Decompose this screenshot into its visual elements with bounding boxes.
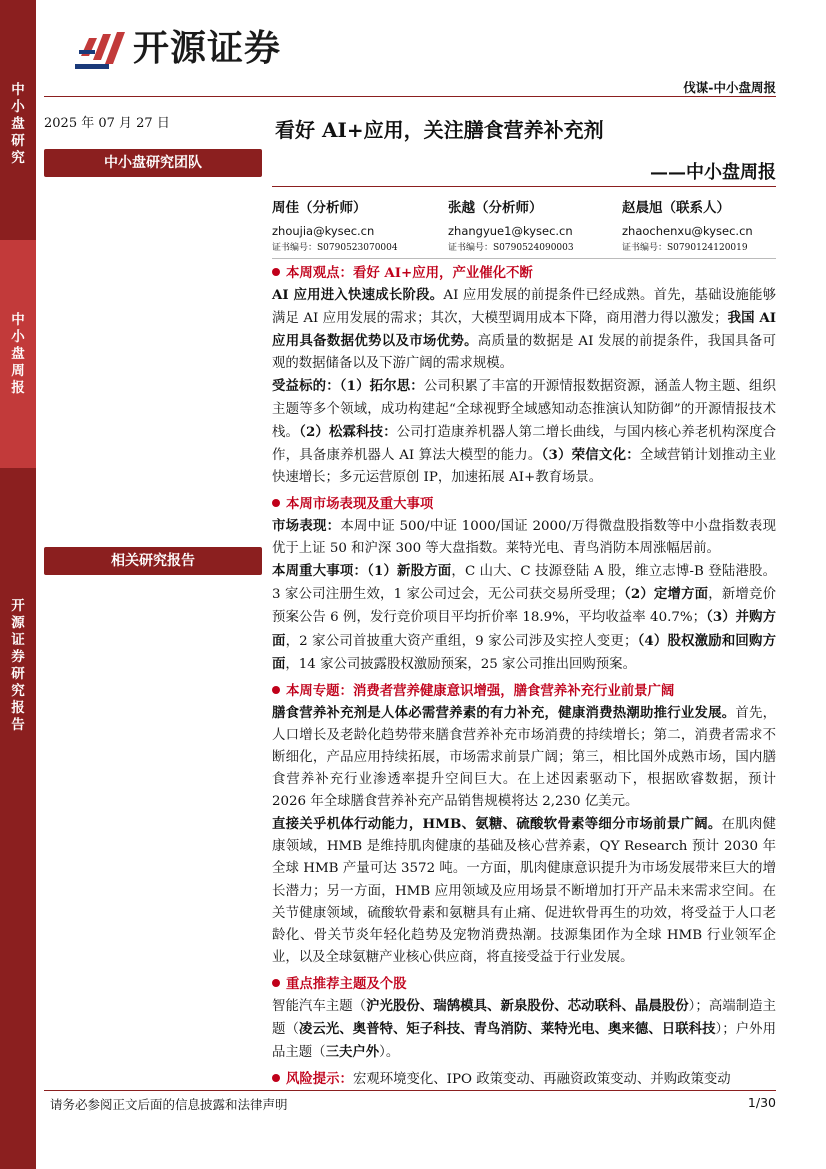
bullet-icon [272,686,280,694]
page-number: 1/30 [747,1095,776,1110]
analyst-name: 周佳（分析师） [272,200,367,216]
footer-disclaimer: 请务必参阅正文后面的信息披露和法律声明 [50,1097,288,1112]
report-body [272,262,776,1091]
section-heading: 本周专题：消费者营养健康意识增强，膳食营养补充行业前景广阔 [272,680,776,702]
brand-logo-icon [75,26,127,72]
brand-logo [75,24,315,74]
analyst-cert: 证书编号：S0790524090003 [448,243,574,253]
related-reports-label[interactable]: 相关研究报告 [44,547,262,575]
bullet-icon [272,979,280,987]
title-divider [272,186,776,187]
analyst-cert: 证书编号：S0790124120019 [622,243,748,253]
paragraph: 膳食营养补充剂是人体必需营养素的有力补充，健康消费热潮助推行业发展。首先，人口增长及老龄化趋势带来膳食营养补充市场消费的持续增长；第二，消费者需求不断细化，产品应用持续拓展，市场需求前景广阔；第三，相比国外成熟市场，国内膳食营养补充行业渗透率提升空间巨大。在上述因素驱动下，根据欧睿数据，预计 2026 年全球膳食营养补充产品销售规模将达 2,230 亿美元。 [272,704,777,810]
brand-name: 开源证券 [133,28,282,69]
risk-line: 风险提示：宏观环境变化、IPO 政策变动、再融资政策变动、并购政策变动 [272,1068,776,1091]
page-subtitle: ——中小盘周报 [650,162,776,183]
bullet-icon [272,1074,280,1082]
left-strip-top-label: 中 小 盘 研 究 [11,82,25,166]
paragraph: 本周重大事项：（1）新股方面，C 山大、C 技源登陆 A 股，维立志博-B 登陆港股。3 家公司注册生效，1 家公司过会，无公司获交易所受理；（2）定增方面，新增竞价预案公告 6 例，发行竞价项目平均折价率 18.9%，平均收益率 40.7%；（3）并购方面，2 家公司首披重大资产重组，9 家公司涉及实控人变更；（4）股权激励和回购方面，14 家公司披露股权激励预案，25 家公司推出回购预案。 [272,563,776,672]
paragraph: AI 应用进入快速成长阶段。AI 应用发展的前提条件已经成熟。首先，基础设施能够满足 AI 应用发展的需求；其次，大模型调用成本下降，商用潜力得以激发；我国 AI 应用具备数据优势以及市场优势。高质量的数据是 AI 发展的前提条件，我国具备可观的数据储备以及下游广阔的需求规模。 [272,287,776,372]
header-divider [44,96,776,97]
section-heading: 本周观点：看好 AI+应用，产业催化不断 [272,262,776,284]
page-title: 看好 AI+应用，关注膳食营养补充剂 [275,118,604,142]
paragraph: 直接关乎机体行动能力，HMB、氨糖、硫酸软骨素等细分市场前景广阔。在肌肉健康领域，HMB 是维持肌肉健康的基础及核心营养素，QY Research 预计 2030 年全球 HMB 产量可达 3572 吨。一方面，肌肉健康意识提升为市场发展带来巨大的增长潜力；另一方面，HMB 应用领域及应用场景不断增加打开产品未来需求空间。在关节健康领域，硫酸软骨素和氨糖具有止痛、促进软骨再生的功效，将受益于人口老龄化、骨关节炎年轻化趋势及宠物消费热潮。技源集团作为全球 HMB 行业领军企业，以及全球氨糖产业核心供应商，将直接受益于行业发展。 [272,816,777,965]
left-strip-mid [0,240,36,468]
risk-heading: 风险提示： [272,1071,353,1087]
team-label: 中小盘研究团队 [44,149,262,177]
analyst-email[interactable]: zhoujia@kysec.cn [272,224,375,238]
paragraph: 受益标的：（1）拓尔思：公司积累了丰富的开源情报数据资源，涵盖人物主题、组织主题等多个领域，成功构建起“全球视野全域感知动态推演认知防御”的开源情报技术栈。（2）松霖科技：公司打造康养机器人第二增长曲线，与国内核心养老机构深度合作，具备康养机器人 AI 算法大模型的能力。（3）荣信文化：全域营销计划推动主业快速增长；多元运营原创 IP，加速拓展 AI+教育场景。 [272,378,777,485]
analyst-email[interactable]: zhangyue1@kysec.cn [448,224,573,238]
left-strip-bottom-label: 开 源 证 券 研 究 报 告 [11,598,25,733]
analyst-email[interactable]: zhaochenxu@kysec.cn [622,224,753,238]
report-date: 2025 年 07 月 27 日 [44,116,170,131]
section-heading: 本周市场表现及重大事项 [272,493,776,515]
left-strip-bottom [0,468,36,1169]
bullet-icon [272,499,280,507]
bullet-icon [272,268,280,276]
paragraph: 市场表现：本周中证 500/中证 1000/国证 2000/万得微盘股指数等中小盘指数表现优于上证 50 和沪深 300 等大盘指数。莱特光电、青鸟消防本周涨幅居前。 [272,518,776,557]
left-strip-top [0,0,36,240]
report-series: 伐谋-中小盘周报 [683,80,776,95]
analyst-card [272,199,452,255]
analyst-name: 张越（分析师） [448,200,543,216]
paragraph: 智能汽车主题（沪光股份、瑞鹄模具、新泉股份、芯动联科、晶晨股份）；高端制造主题（凌云光、奥普特、矩子科技、青鸟消防、莱特光电、奥来德、日联科技）；户外用品主题（三夫户外）。 [272,998,777,1061]
left-strip-mid-label: 中 小 盘 周 报 [11,312,25,396]
analyst-cert: 证书编号：S0790523070004 [272,243,398,253]
analyst-card [622,199,802,255]
analyst-divider [272,258,776,259]
footer-divider [44,1090,776,1091]
analyst-card [448,199,628,255]
section-heading: 重点推荐主题及个股 [272,973,776,995]
analyst-name: 赵晨旭（联系人） [622,200,730,216]
